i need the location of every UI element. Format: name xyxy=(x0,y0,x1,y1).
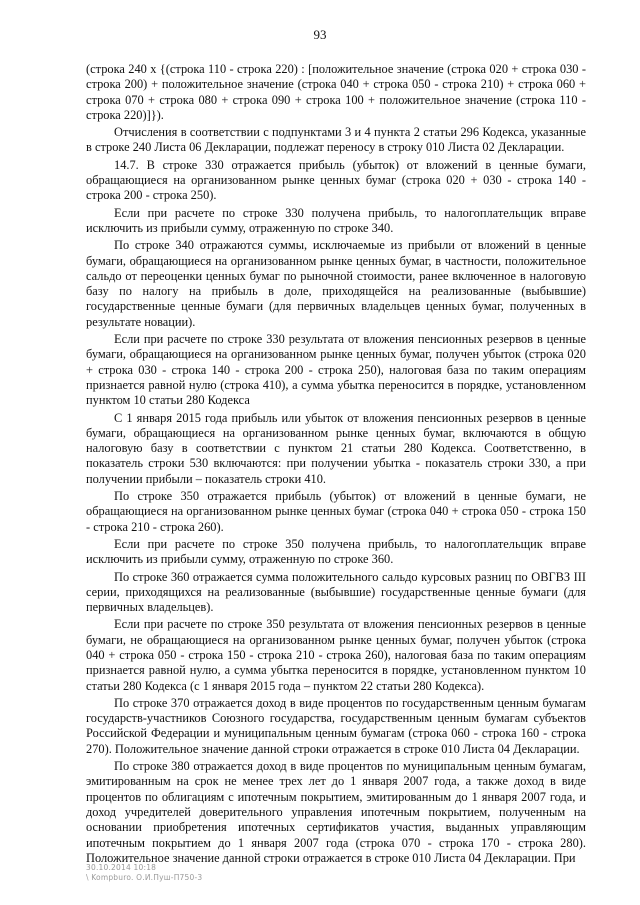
paragraph: Если при расчете по строке 350 результата от вложения пенсионных резервов в ценные бумаги, не обращающиеся на организованном рынке ценных бумаг, получен убыток (строка 040 + строка 050 - строка 150 - строка 210 - строка 260), налоговая база по таким операциям признается равной нулю, а сумма убытка переносится в порядке, установленном пунктом 10 статьи 280 Кодекса (с 1 января 2015 года – пунктом 22 статьи 280 Кодекса). xyxy=(86,617,586,693)
paragraph: С 1 января 2015 года прибыль или убыток от вложения пенсионных резервов в ценные бумаги, обращающиеся на организованном рынке ценных бумаг, включаются в общую налоговую базу в соответствии с пунктом 21 статьи 280 Кодекса. Соответственно, в показатель строки 530 включаются: при получении убытка - показатель строки 330, а при получении прибыли – показатель строки 410. xyxy=(86,410,586,486)
print-stamp xyxy=(86,863,202,883)
paragraph: По строке 360 отражается сумма положительного сальдо курсовых разниц по ОВГВЗ III серии, приходящихся на реализованные (выбывшие) государственные ценные бумаги (для первичных владельцев). xyxy=(86,569,586,615)
page-number: 93 xyxy=(313,27,327,42)
print-stamp-path: \ Kompburo. О.И.Пуш-П750-3 xyxy=(86,873,203,882)
paragraph: 14.7. В строке 330 отражается прибыль (убыток) от вложений в ценные бумаги, обращающиеся на организованном рынке ценных бумаг (строка 020 + 030 - строка 140 - строка 200 - строка 250). xyxy=(86,157,586,203)
paragraph: По строке 380 отражается доход в виде процентов по муниципальным ценным бумагам, эмитированным на срок не менее трех лет до 1 января 2007 года, а также доход в виде процентов по облигациям с ипотечным покрытием, эмитированным до 1 января 2007 года, и доход учредителей доверительного управления ипотечным покрытием, полученным на основании приобретения ипотечных сертификатов участия, выданных управляющим ипотечным покрытием до 1 января 2007 года (строка 070 - строка 170 - строка 280). Положительное значение данной строки отражается в строке 010 Листа 04 Декларации. При xyxy=(86,759,586,865)
paragraph: По строке 350 отражается прибыль (убыток) от вложений в ценные бумаги, не обращающиеся на организованном рынке ценных бумаг (строка 040 + строка 050 - строка 150 - строка 210 - строка 260). xyxy=(86,489,586,534)
paragraph: (строка 240 х {(строка 110 - строка 220) : [положительное значение (строка 020 + строка 030 - строка 200) + положительное значение (строка 040 + строка 050 - строка 210) + строка 060 + строка 070 + строка 080 + строка 090 + строка 100 + положительное значение (строка 110 - строка 220)]}). xyxy=(86,62,586,122)
print-stamp-date: 30.10.2014 10:18 xyxy=(86,863,157,872)
paragraph: Отчисления в соответствии с подпунктами 3 и 4 пункта 2 статьи 296 Кодекса, указанные в строке 240 Листа 06 Декларации, подлежат переносу в строку 010 Листа 02 Декларации. xyxy=(86,125,586,155)
paragraph: Если при расчете по строке 330 получена прибыль, то налогоплательщик вправе исключить из прибыли сумму, отраженную по строке 340. xyxy=(86,205,586,235)
paragraph: Если при расчете по строке 350 получена прибыль, то налогоплательщик вправе исключить из прибыли сумму, отраженную по строке 360. xyxy=(86,536,586,567)
paragraph: По строке 370 отражается доход в виде процентов по государственным ценным бумагам государств-участников Союзного государства, государственным ценным бумагам субъектов Российской Федерации и муниципальным ценным бумагам (строка 060 - строка 160 - строка 270). Положительное значение данной строки отражается в строке 010 Листа 04 Декларации. xyxy=(86,695,586,756)
paragraph: Если при расчете по строке 330 результата от вложения пенсионных резервов в ценные бумаги, обращающиеся на организованном рынке ценных бумаг, получен убыток (строка 020 + строка 030 - строка 140 - строка 200 - строка 250), налоговая база по таким операциям признается равной нулю (строка 410), а сумма убытка переносится в порядке, установленном пунктом 10 статьи 280 Кодекса xyxy=(86,332,586,408)
document-body xyxy=(86,62,586,868)
paragraph: По строке 340 отражаются суммы, исключаемые из прибыли от вложений в ценные бумаги, обращающиеся на организованном рынке ценных бумаг, в частности, положительное сальдо от переоценки ценных бумаг по рыночной стоимости, ранее включенное в налоговую базу по налогу на прибыль в доле, приходящейся на реализованные (выбывшие) государственные ценные бумаги (для первичных владельцев ценных бумаг, полученных в результате новации). xyxy=(86,238,586,329)
